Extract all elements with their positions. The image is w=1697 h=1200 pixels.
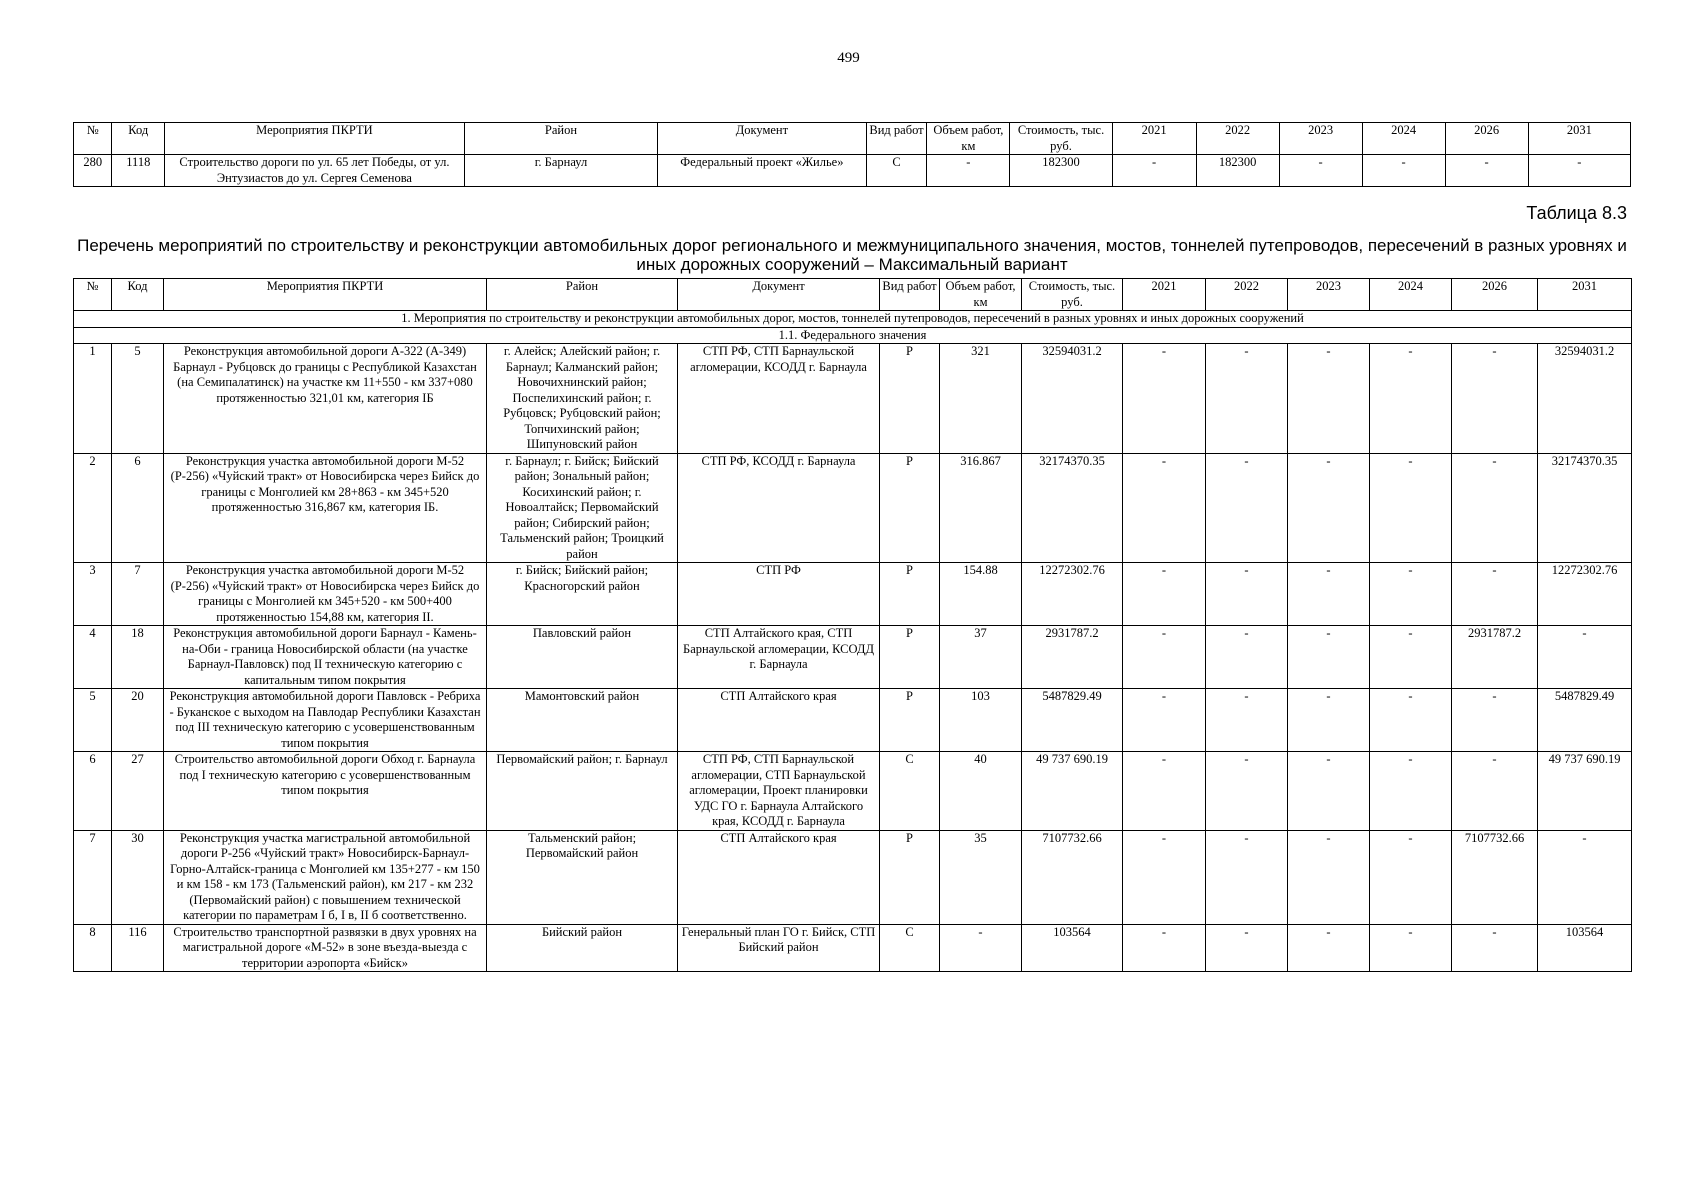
table-row [74, 626, 1632, 689]
table-cell: - [1288, 626, 1370, 689]
table-cell: - [1452, 453, 1538, 563]
table-cell: СТП Алтайского края [678, 830, 880, 924]
column-header: Стоимость, тыс. руб. [1010, 123, 1112, 155]
table-cell: 182300 [1010, 155, 1112, 187]
table-cell: 37 [940, 626, 1022, 689]
table-cell: 103564 [1538, 924, 1632, 972]
table-cell: Строительство транспортной развязки в двух уровнях на магистральной дороге «М-52» в зоне въезда-выезда с территории аэропорта «Бийск» [164, 924, 487, 972]
table-cell: 280 [74, 155, 112, 187]
table-cell: С [880, 924, 940, 972]
table-cell: - [1123, 563, 1206, 626]
table-cell: - [1288, 830, 1370, 924]
table-cell: - [1288, 453, 1370, 563]
table-cell: 2931787.2 [1022, 626, 1123, 689]
table-cell: 40 [940, 752, 1022, 831]
table-cell: Первомайский район; г. Барнаул [487, 752, 678, 831]
table-cell: - [1370, 689, 1452, 752]
table-cell: - [1206, 563, 1288, 626]
column-header: 2023 [1279, 123, 1362, 155]
table-cell: - [1288, 924, 1370, 972]
table-cell: Р [880, 344, 940, 454]
table-row [74, 752, 1632, 831]
table-cell: Реконструкция автомобильной дороги А-322 (А-349) Барнаул - Рубцовск до границы с Республикой Казахстан (на Семипалатинск) на участке км 11+550 - км 337+080 протяженностью 321,01 км, категория IБ [164, 344, 487, 454]
table-cell: Павловский район [487, 626, 678, 689]
table-cell: Тальменский район; Первомайский район [487, 830, 678, 924]
column-header: 2021 [1123, 279, 1206, 311]
table-cell: 1118 [112, 155, 165, 187]
table-cell: 5 [74, 689, 112, 752]
table-cell: СТП Алтайского края, СТП Барнаульской агломерации, КСОДД г. Барнаула [678, 626, 880, 689]
table-cell: - [1112, 155, 1196, 187]
table-cell: 321 [940, 344, 1022, 454]
table-cell: - [1370, 752, 1452, 831]
table-cell: 8 [74, 924, 112, 972]
table-row [74, 344, 1632, 454]
table-cell: Генеральный план ГО г. Бийск, СТП Бийский район [678, 924, 880, 972]
subsection-title: 1.1. Федерального значения [74, 327, 1632, 344]
column-header: 2024 [1370, 279, 1452, 311]
column-header: Документ [658, 123, 867, 155]
column-header: № [74, 123, 112, 155]
table-cell: 18 [112, 626, 164, 689]
table-cell: Строительство дороги по ул. 65 лет Победы, от ул. Энтузиастов до ул. Сергея Семенова [165, 155, 465, 187]
table-cell: - [1206, 830, 1288, 924]
table-cell: 32594031.2 [1538, 344, 1632, 454]
table-cell: - [1370, 830, 1452, 924]
table-cell: Реконструкция участка автомобильной дороги М-52 (Р-256) «Чуйский тракт» от Новосибирска через Бийск до границы с Монголией км 28+863 - км 345+520 протяженностью 316,867 км, категория IБ. [164, 453, 487, 563]
table-cell: Бийский район [487, 924, 678, 972]
table-cell: 7107732.66 [1452, 830, 1538, 924]
table-cell: 5487829.49 [1538, 689, 1632, 752]
table-cell: - [1288, 752, 1370, 831]
table-cell: Р [880, 689, 940, 752]
column-header: Объем работ, км [927, 123, 1010, 155]
table-cell: - [1288, 563, 1370, 626]
table-cell: 30 [112, 830, 164, 924]
column-header: Район [487, 279, 678, 311]
table-cell: 49 737 690.19 [1022, 752, 1123, 831]
table-cell: - [940, 924, 1022, 972]
table-cell: 154.88 [940, 563, 1022, 626]
table-cell: 2931787.2 [1452, 626, 1538, 689]
table-cell: - [927, 155, 1010, 187]
table-cell: 4 [74, 626, 112, 689]
table-cell: С [866, 155, 927, 187]
table-label: Таблица 8.3 [1526, 203, 1627, 223]
table-row [74, 689, 1632, 752]
table-cell: 316.867 [940, 453, 1022, 563]
table-cell: 7 [112, 563, 164, 626]
table-cell: 32174370.35 [1022, 453, 1123, 563]
table-cell: - [1206, 752, 1288, 831]
table-caption: Перечень мероприятий по строительству и реконструкции автомобильных дорог регионального и межмуниципального значения, мостов, тоннелей путепроводов, пересечений в разных уровнях и иных дорожных сооружений – Максимальный вариант [77, 236, 1627, 274]
table-cell: 2 [74, 453, 112, 563]
table-cell: 182300 [1196, 155, 1279, 187]
table-cell: 7 [74, 830, 112, 924]
table-cell: 7107732.66 [1022, 830, 1123, 924]
table-cell: - [1362, 155, 1445, 187]
column-header: 2022 [1206, 279, 1288, 311]
table-cell: 20 [112, 689, 164, 752]
subsection-row [74, 327, 1632, 344]
column-header: Код [112, 279, 164, 311]
table-cell: СТП РФ, СТП Барнаульской агломерации, КСОДД г. Барнаула [678, 344, 880, 454]
table-cell: - [1288, 689, 1370, 752]
table-cell: - [1123, 924, 1206, 972]
table-row [74, 924, 1632, 972]
table-cell: - [1123, 689, 1206, 752]
table-cell: - [1123, 344, 1206, 454]
table-cell: - [1279, 155, 1362, 187]
column-header: 2021 [1112, 123, 1196, 155]
table-cell: - [1452, 344, 1538, 454]
table-cell: 103 [940, 689, 1022, 752]
table-cell: Федеральный проект «Жилье» [658, 155, 867, 187]
table-cell: - [1206, 689, 1288, 752]
table-cell: Реконструкция участка магистральной автомобильной дороги Р-256 «Чуйский тракт» Новосибирск-Барнаул-Горно-Алтайск-граница с Монголией км 135+277 - км 150 и км 158 - км 173 (Тальменский район), км 217 - км 232 (Первомайский район) с повышением технической категории по параметрам I б, I в, II б соответственно. [164, 830, 487, 924]
table-cell: 49 737 690.19 [1538, 752, 1632, 831]
table-cell: г. Бийск; Бийский район; Красногорский район [487, 563, 678, 626]
table-cell: - [1370, 924, 1452, 972]
table-cell: 27 [112, 752, 164, 831]
column-header: Вид работ [866, 123, 927, 155]
measures-table [73, 278, 1632, 972]
table-cell: - [1528, 155, 1630, 187]
table-cell: - [1123, 752, 1206, 831]
table-cell: - [1538, 626, 1632, 689]
table-cell: Реконструкция автомобильной дороги Барнаул - Камень-на-Оби - граница Новосибирской области (на участке Барнаул-Павловск) под II техническую категорию с капитальным типом покрытия [164, 626, 487, 689]
column-header: Документ [678, 279, 880, 311]
column-header: 2031 [1528, 123, 1630, 155]
previous-table-fragment [73, 122, 1631, 187]
table-cell: 3 [74, 563, 112, 626]
table-row [74, 830, 1632, 924]
column-header: 2026 [1452, 279, 1538, 311]
column-header: Объем работ, км [940, 279, 1022, 311]
table-cell: 5487829.49 [1022, 689, 1123, 752]
table-cell: 32594031.2 [1022, 344, 1123, 454]
table-row [74, 453, 1632, 563]
table-cell: С [880, 752, 940, 831]
table-cell: - [1123, 830, 1206, 924]
table-cell: - [1206, 453, 1288, 563]
table-cell: СТП РФ, КСОДД г. Барнаула [678, 453, 880, 563]
table-row [74, 155, 1631, 187]
table-cell: - [1452, 563, 1538, 626]
table-cell: Реконструкция автомобильной дороги Павловск - Ребриха - Буканское с выходом на Павлодар Республики Казахстан под III техническую категорию с усовершенствованным типом покрытия [164, 689, 487, 752]
table-cell: г. Барнаул [464, 155, 657, 187]
table-cell: - [1206, 626, 1288, 689]
table-cell: - [1288, 344, 1370, 454]
column-header: 2026 [1445, 123, 1528, 155]
table-cell: - [1123, 626, 1206, 689]
table-cell: Р [880, 830, 940, 924]
column-header: Код [112, 123, 165, 155]
table-cell: Реконструкция участка автомобильной дороги М-52 (Р-256) «Чуйский тракт» от Новосибирска через Бийск до границы с Монголией км 345+520 - км 500+400 протяженностью 154,88 км, категория II. [164, 563, 487, 626]
table-cell: Р [880, 453, 940, 563]
table-cell: - [1123, 453, 1206, 563]
column-header: Мероприятия ПКРТИ [165, 123, 465, 155]
table-cell: 5 [112, 344, 164, 454]
table-cell: г. Алейск; Алейский район; г. Барнаул; Калманский район; Новочихнинский район; Поспелихинский район; г. Рубцовск; Рубцовский район; Топчихинский район; Шипуновский район [487, 344, 678, 454]
table-cell: - [1538, 830, 1632, 924]
table-cell: 12272302.76 [1022, 563, 1123, 626]
table-cell: - [1452, 752, 1538, 831]
table-cell: СТП РФ, СТП Барнаульской агломерации, СТП Барнаульской агломерации, Проект планировки УДС ГО г. Барнаула Алтайского края, КСОДД г. Барнаула [678, 752, 880, 831]
table-cell: - [1452, 689, 1538, 752]
page-number: 499 [837, 50, 860, 66]
table-cell: - [1370, 453, 1452, 563]
table-cell: 103564 [1022, 924, 1123, 972]
table-cell: Р [880, 626, 940, 689]
table-cell: - [1370, 563, 1452, 626]
table-cell: СТП РФ [678, 563, 880, 626]
column-header: № [74, 279, 112, 311]
table-cell: 35 [940, 830, 1022, 924]
table-cell: Мамонтовский район [487, 689, 678, 752]
table-cell: - [1206, 924, 1288, 972]
table-cell: - [1206, 344, 1288, 454]
table-cell: - [1370, 626, 1452, 689]
column-header: 2022 [1196, 123, 1279, 155]
table-cell: СТП Алтайского края [678, 689, 880, 752]
table-cell: - [1452, 924, 1538, 972]
table-cell: 116 [112, 924, 164, 972]
table-cell: Р [880, 563, 940, 626]
column-header: Район [464, 123, 657, 155]
column-header: 2024 [1362, 123, 1445, 155]
column-header: Стоимость, тыс. руб. [1022, 279, 1123, 311]
column-header: Вид работ [880, 279, 940, 311]
table-cell: 12272302.76 [1538, 563, 1632, 626]
table-cell: - [1445, 155, 1528, 187]
table-row [74, 563, 1632, 626]
table-header-row [74, 123, 1631, 155]
table-header-row [74, 279, 1632, 311]
column-header: 2023 [1288, 279, 1370, 311]
column-header: 2031 [1538, 279, 1632, 311]
table-cell: 6 [112, 453, 164, 563]
table-cell: Строительство автомобильной дороги Обход г. Барнаула под I техническую категорию с усовершенствованным типом покрытия [164, 752, 487, 831]
column-header: Мероприятия ПКРТИ [164, 279, 487, 311]
table-cell: г. Барнаул; г. Бийск; Бийский район; Зональный район; Косихинский район; г. Новоалтайск; Первомайский район; Сибирский район; Тальменский район; Троицкий район [487, 453, 678, 563]
table-cell: 6 [74, 752, 112, 831]
table-cell: 32174370.35 [1538, 453, 1632, 563]
section-row [74, 311, 1632, 328]
section-title: 1. Мероприятия по строительству и реконструкции автомобильных дорог, мостов, тоннелей путепроводов, пересечений в разных уровнях и иных дорожных сооружений [74, 311, 1632, 328]
table-cell: - [1370, 344, 1452, 454]
table-cell: 1 [74, 344, 112, 454]
